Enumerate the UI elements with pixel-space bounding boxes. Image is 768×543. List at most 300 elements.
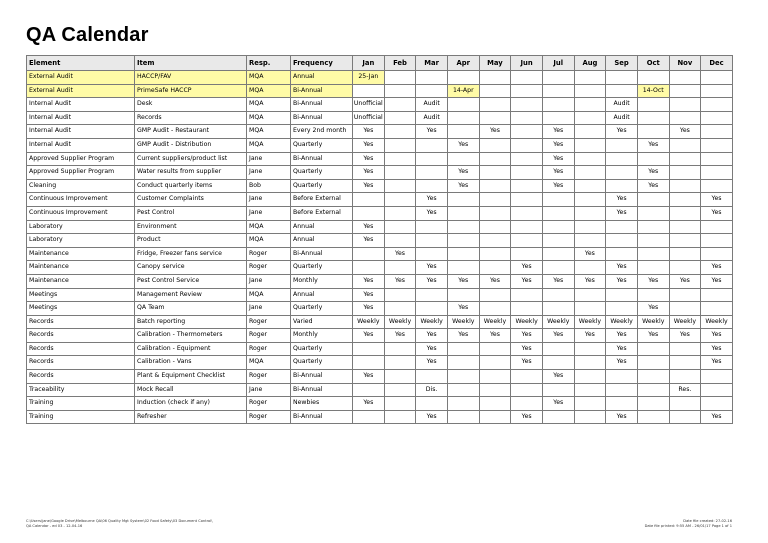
table-row <box>27 138 733 152</box>
cell-month <box>511 247 543 261</box>
cell-month <box>511 71 543 85</box>
cell-month: Yes <box>542 274 574 288</box>
cell-month <box>637 410 669 424</box>
header-month: Jan <box>353 56 385 71</box>
cell-element: Internal Audit <box>27 138 135 152</box>
cell-month: Yes <box>511 274 543 288</box>
table-row <box>27 410 733 424</box>
cell-month <box>384 370 416 384</box>
cell-month <box>511 138 543 152</box>
cell-month <box>606 288 638 302</box>
cell-month <box>669 138 701 152</box>
cell-month <box>606 383 638 397</box>
cell-month <box>384 84 416 98</box>
cell-month <box>353 342 385 356</box>
cell-month <box>479 152 511 166</box>
cell-month <box>384 288 416 302</box>
cell-month <box>669 288 701 302</box>
cell-frequency: Annual <box>291 220 353 234</box>
header-month: Feb <box>384 56 416 71</box>
cell-month <box>353 84 385 98</box>
cell-month <box>479 247 511 261</box>
cell-month <box>479 234 511 248</box>
cell-month: Yes <box>353 125 385 139</box>
cell-month: Yes <box>353 166 385 180</box>
cell-element: Records <box>27 315 135 329</box>
cell-month: Audit <box>416 111 448 125</box>
table-row <box>27 111 733 125</box>
cell-month <box>384 152 416 166</box>
cell-resp: MQA <box>247 234 291 248</box>
cell-resp: MQA <box>247 288 291 302</box>
table-row <box>27 315 733 329</box>
cell-month <box>416 71 448 85</box>
cell-month: Weekly <box>384 315 416 329</box>
cell-month <box>353 193 385 207</box>
cell-month <box>447 193 479 207</box>
cell-item: Pest Control <box>135 206 247 220</box>
cell-month <box>574 410 606 424</box>
cell-frequency: Annual <box>291 71 353 85</box>
cell-element: Cleaning <box>27 179 135 193</box>
cell-month <box>701 98 733 112</box>
cell-month <box>384 125 416 139</box>
cell-month: Yes <box>353 397 385 411</box>
cell-month <box>511 383 543 397</box>
cell-month <box>542 111 574 125</box>
table-row <box>27 288 733 302</box>
cell-month <box>574 166 606 180</box>
cell-month <box>574 125 606 139</box>
cell-month <box>574 397 606 411</box>
cell-month <box>701 125 733 139</box>
cell-month <box>637 193 669 207</box>
cell-item: Canopy service <box>135 261 247 275</box>
cell-month: Weekly <box>511 315 543 329</box>
cell-month <box>511 125 543 139</box>
cell-month <box>479 302 511 316</box>
cell-month: Yes <box>384 247 416 261</box>
cell-element: Internal Audit <box>27 98 135 112</box>
cell-month: Yes <box>416 125 448 139</box>
cell-resp: Jane <box>247 193 291 207</box>
cell-month: Yes <box>606 329 638 343</box>
cell-frequency: Before External <box>291 206 353 220</box>
cell-resp: MQA <box>247 125 291 139</box>
cell-month: Yes <box>353 288 385 302</box>
cell-month <box>637 234 669 248</box>
cell-resp: MQA <box>247 356 291 370</box>
cell-month <box>606 84 638 98</box>
cell-month <box>637 342 669 356</box>
footer-file-path <box>26 519 212 529</box>
cell-month <box>447 356 479 370</box>
cell-month: Weekly <box>574 315 606 329</box>
cell-month: Dis. <box>416 383 448 397</box>
cell-month <box>416 84 448 98</box>
cell-month <box>384 166 416 180</box>
cell-month: Yes <box>447 274 479 288</box>
cell-month: Audit <box>416 98 448 112</box>
cell-month <box>479 397 511 411</box>
cell-resp: Jane <box>247 383 291 397</box>
cell-month <box>701 152 733 166</box>
cell-month <box>637 261 669 275</box>
cell-month: Yes <box>353 152 385 166</box>
cell-month: Yes <box>511 261 543 275</box>
cell-month: Yes <box>447 329 479 343</box>
cell-month <box>511 288 543 302</box>
page-title: QA Calendar <box>26 24 149 46</box>
table-row <box>27 247 733 261</box>
cell-month: Yes <box>353 138 385 152</box>
cell-item: Water results from supplier <box>135 166 247 180</box>
cell-month <box>542 84 574 98</box>
cell-month <box>542 247 574 261</box>
cell-month <box>542 342 574 356</box>
cell-month <box>669 261 701 275</box>
cell-frequency: Quarterly <box>291 302 353 316</box>
cell-month <box>637 383 669 397</box>
cell-element: Internal Audit <box>27 125 135 139</box>
cell-item: GMP Audit - Restaurant <box>135 125 247 139</box>
cell-month <box>384 206 416 220</box>
cell-month: Yes <box>511 329 543 343</box>
cell-frequency: Newbies <box>291 397 353 411</box>
cell-month: Yes <box>511 356 543 370</box>
cell-month: Yes <box>701 342 733 356</box>
cell-month: Yes <box>637 166 669 180</box>
cell-month <box>384 220 416 234</box>
cell-month <box>479 84 511 98</box>
cell-month <box>637 71 669 85</box>
cell-month <box>416 138 448 152</box>
cell-month: Yes <box>542 152 574 166</box>
cell-month: Yes <box>574 329 606 343</box>
cell-month <box>669 247 701 261</box>
cell-month <box>606 179 638 193</box>
cell-element: Meetings <box>27 302 135 316</box>
cell-resp: Jane <box>247 152 291 166</box>
cell-element: Records <box>27 342 135 356</box>
cell-frequency: Bi-Annual <box>291 152 353 166</box>
cell-month <box>384 98 416 112</box>
cell-month <box>542 410 574 424</box>
cell-month: Yes <box>606 261 638 275</box>
cell-month <box>542 98 574 112</box>
cell-element: Laboratory <box>27 234 135 248</box>
cell-month: Weekly <box>447 315 479 329</box>
cell-month <box>574 261 606 275</box>
footer-created-line: Date file created: 27-02-16 <box>683 519 732 523</box>
cell-month: Weekly <box>353 315 385 329</box>
cell-frequency: Bi-Annual <box>291 98 353 112</box>
cell-month <box>479 179 511 193</box>
cell-resp: MQA <box>247 220 291 234</box>
cell-element: Maintenance <box>27 274 135 288</box>
cell-element: Internal Audit <box>27 111 135 125</box>
cell-month <box>606 152 638 166</box>
cell-month: Yes <box>511 410 543 424</box>
cell-frequency: Every 2nd month <box>291 125 353 139</box>
cell-month <box>384 342 416 356</box>
cell-month <box>447 234 479 248</box>
cell-month <box>542 302 574 316</box>
cell-month: Yes <box>637 329 669 343</box>
cell-element: Records <box>27 370 135 384</box>
cell-month: Yes <box>542 370 574 384</box>
cell-month <box>416 302 448 316</box>
cell-month <box>574 220 606 234</box>
cell-month <box>416 288 448 302</box>
cell-item: Management Review <box>135 288 247 302</box>
cell-month <box>384 410 416 424</box>
cell-month <box>447 206 479 220</box>
cell-frequency: Annual <box>291 234 353 248</box>
cell-month <box>701 179 733 193</box>
cell-month <box>447 410 479 424</box>
cell-month <box>701 71 733 85</box>
cell-month <box>669 71 701 85</box>
table-row <box>27 329 733 343</box>
cell-month <box>384 138 416 152</box>
cell-item: Records <box>135 111 247 125</box>
header-resp: Resp. <box>247 56 291 71</box>
header-element: Element <box>27 56 135 71</box>
cell-month <box>669 234 701 248</box>
cell-month <box>542 220 574 234</box>
cell-month <box>606 247 638 261</box>
cell-resp: Jane <box>247 274 291 288</box>
cell-month <box>637 397 669 411</box>
cell-month <box>479 410 511 424</box>
cell-month: Res. <box>669 383 701 397</box>
cell-month <box>479 71 511 85</box>
cell-month <box>637 125 669 139</box>
cell-month <box>479 370 511 384</box>
cell-frequency: Varied <box>291 315 353 329</box>
cell-month: Yes <box>669 274 701 288</box>
cell-resp: Roger <box>247 397 291 411</box>
cell-month <box>384 356 416 370</box>
cell-month <box>669 166 701 180</box>
cell-month <box>511 220 543 234</box>
cell-month <box>637 247 669 261</box>
cell-month <box>606 166 638 180</box>
cell-month: Weekly <box>542 315 574 329</box>
cell-month: Yes <box>637 179 669 193</box>
cell-month <box>479 288 511 302</box>
cell-month: Yes <box>447 138 479 152</box>
cell-month <box>384 383 416 397</box>
cell-item: Induction (check if any) <box>135 397 247 411</box>
header-month: Mar <box>416 56 448 71</box>
cell-month <box>637 288 669 302</box>
cell-element: Meetings <box>27 288 135 302</box>
cell-month <box>416 234 448 248</box>
cell-resp: Jane <box>247 166 291 180</box>
cell-month: Yes <box>574 274 606 288</box>
cell-month <box>447 342 479 356</box>
cell-month <box>511 98 543 112</box>
cell-month <box>542 234 574 248</box>
cell-month: Unofficial <box>353 111 385 125</box>
cell-month <box>479 138 511 152</box>
cell-frequency: Quarterly <box>291 261 353 275</box>
table-row <box>27 397 733 411</box>
cell-month <box>669 193 701 207</box>
cell-month <box>447 152 479 166</box>
cell-resp: Jane <box>247 206 291 220</box>
cell-month <box>511 111 543 125</box>
header-month: Aug <box>574 56 606 71</box>
cell-item: Mock Recall <box>135 383 247 397</box>
cell-resp: MQA <box>247 138 291 152</box>
cell-item: PrimeSafe HACCP <box>135 84 247 98</box>
header-month: Apr <box>447 56 479 71</box>
cell-month: Yes <box>353 302 385 316</box>
cell-month <box>479 98 511 112</box>
cell-month <box>701 166 733 180</box>
cell-month: Yes <box>384 329 416 343</box>
cell-month <box>416 370 448 384</box>
cell-month <box>447 125 479 139</box>
cell-month <box>606 302 638 316</box>
cell-month <box>416 152 448 166</box>
cell-month <box>701 220 733 234</box>
header-month: Sep <box>606 56 638 71</box>
cell-item: Pest Control Service <box>135 274 247 288</box>
cell-month <box>701 111 733 125</box>
cell-month <box>384 111 416 125</box>
cell-month <box>447 71 479 85</box>
cell-element: Training <box>27 410 135 424</box>
cell-month: Yes <box>416 193 448 207</box>
table-row <box>27 166 733 180</box>
header-month: Dec <box>701 56 733 71</box>
cell-month: Weekly <box>637 315 669 329</box>
cell-month <box>574 152 606 166</box>
cell-frequency: Bi-Annual <box>291 111 353 125</box>
cell-month <box>511 206 543 220</box>
cell-month <box>701 138 733 152</box>
cell-month <box>574 84 606 98</box>
cell-month: Yes <box>416 329 448 343</box>
cell-month <box>669 84 701 98</box>
cell-month: Yes <box>637 274 669 288</box>
table-row <box>27 98 733 112</box>
cell-month: Yes <box>701 206 733 220</box>
cell-month: Yes <box>701 356 733 370</box>
cell-item: Customer Complaints <box>135 193 247 207</box>
cell-month: Yes <box>353 234 385 248</box>
cell-month: Yes <box>701 261 733 275</box>
cell-month <box>574 288 606 302</box>
header-frequency: Frequency <box>291 56 353 71</box>
cell-item: Calibration - Vans <box>135 356 247 370</box>
cell-month: Weekly <box>701 315 733 329</box>
cell-month <box>606 397 638 411</box>
cell-month <box>447 383 479 397</box>
cell-month: Yes <box>542 329 574 343</box>
cell-month <box>447 220 479 234</box>
cell-month: Yes <box>574 247 606 261</box>
cell-month <box>637 152 669 166</box>
cell-month: Yes <box>701 274 733 288</box>
cell-frequency: Monthly <box>291 329 353 343</box>
cell-month: Yes <box>542 166 574 180</box>
table-row <box>27 234 733 248</box>
header-row <box>27 56 733 71</box>
cell-element: Continuous Improvement <box>27 193 135 207</box>
cell-frequency: Bi-Annual <box>291 84 353 98</box>
cell-month: Yes <box>416 356 448 370</box>
cell-element: External Audit <box>27 71 135 85</box>
cell-month <box>542 261 574 275</box>
cell-frequency: Quarterly <box>291 166 353 180</box>
cell-frequency: Bi-Annual <box>291 410 353 424</box>
cell-resp: Jane <box>247 302 291 316</box>
cell-month: Audit <box>606 98 638 112</box>
cell-resp: MQA <box>247 98 291 112</box>
cell-month <box>637 111 669 125</box>
cell-resp: Roger <box>247 342 291 356</box>
cell-month <box>669 342 701 356</box>
cell-frequency: Quarterly <box>291 342 353 356</box>
header-item: Item <box>135 56 247 71</box>
cell-month: Yes <box>606 356 638 370</box>
header-month: May <box>479 56 511 71</box>
cell-month <box>701 397 733 411</box>
cell-month <box>353 383 385 397</box>
table-row <box>27 206 733 220</box>
header-month: Jul <box>542 56 574 71</box>
table-row <box>27 261 733 275</box>
cell-month <box>606 138 638 152</box>
cell-element: Maintenance <box>27 261 135 275</box>
cell-month <box>416 247 448 261</box>
cell-month <box>479 166 511 180</box>
cell-month <box>384 261 416 275</box>
cell-month <box>542 71 574 85</box>
table-row <box>27 125 733 139</box>
cell-month <box>384 302 416 316</box>
cell-month: Yes <box>447 166 479 180</box>
cell-month <box>447 247 479 261</box>
cell-month: Yes <box>701 329 733 343</box>
cell-month <box>606 71 638 85</box>
cell-month <box>606 234 638 248</box>
cell-month: Yes <box>479 329 511 343</box>
cell-month <box>669 356 701 370</box>
cell-month <box>669 410 701 424</box>
table-row <box>27 152 733 166</box>
cell-month <box>574 383 606 397</box>
cell-frequency: Annual <box>291 288 353 302</box>
cell-month <box>384 179 416 193</box>
cell-month <box>637 98 669 112</box>
cell-element: Traceability <box>27 383 135 397</box>
cell-month <box>479 193 511 207</box>
cell-month <box>669 302 701 316</box>
cell-month <box>701 234 733 248</box>
cell-item: Batch reporting <box>135 315 247 329</box>
cell-month <box>416 220 448 234</box>
cell-month <box>574 234 606 248</box>
cell-month <box>447 397 479 411</box>
cell-month <box>669 111 701 125</box>
cell-month <box>669 206 701 220</box>
